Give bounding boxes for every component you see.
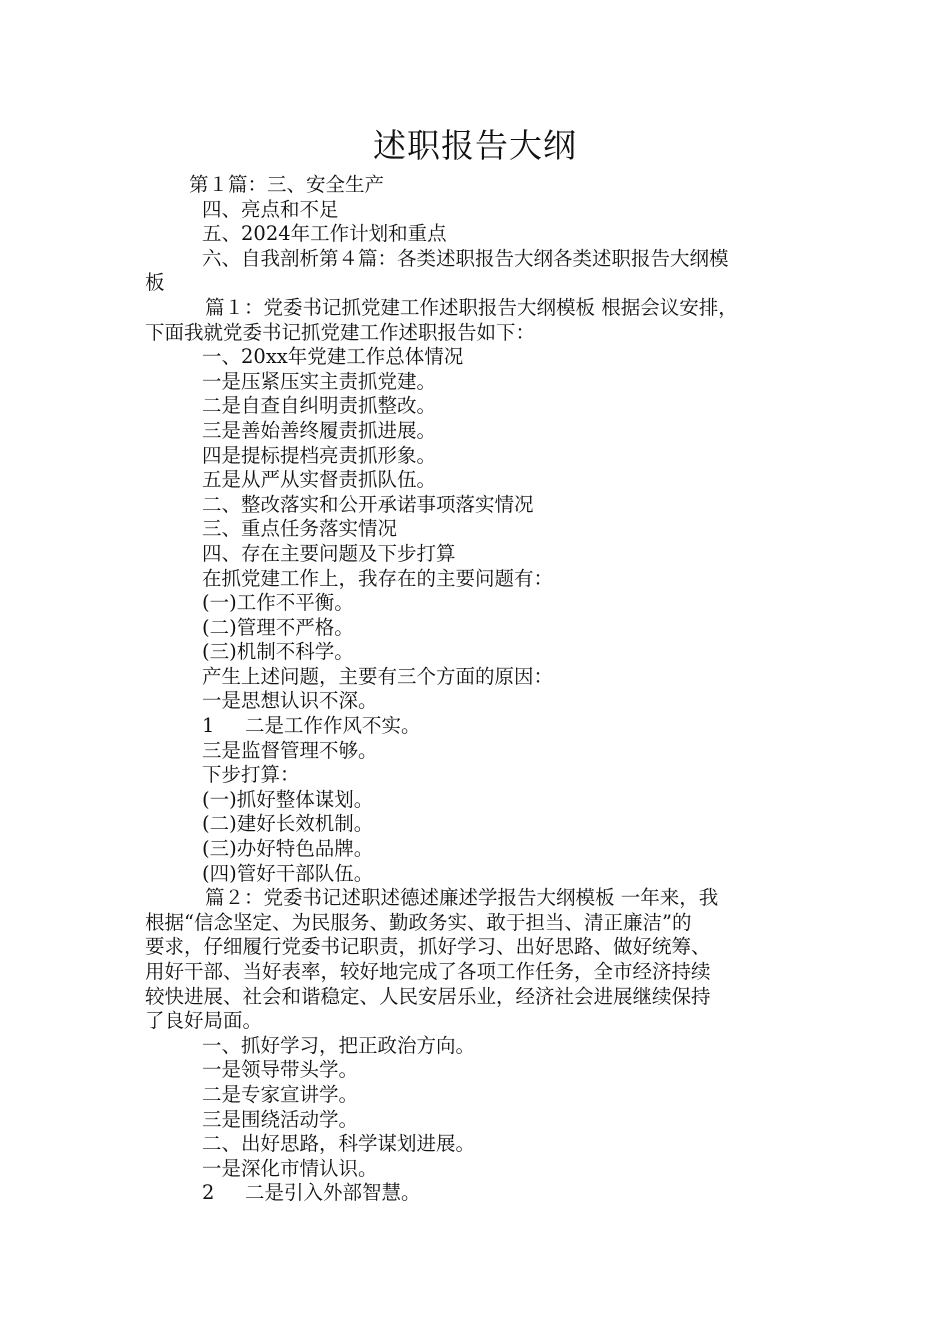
text-line: 四是提标提档亮责抓形象。 <box>202 443 437 467</box>
text-line: 根据“信念坚定、为民服务、勤政务实、敢于担当、清正廉洁”的 <box>145 910 692 934</box>
text-line: 一、抓好学习，把正政治方向。 <box>202 1033 476 1057</box>
text-line: 用好干部、当好表率，较好地完成了各项工作任务，全市经济持续 <box>145 960 711 983</box>
text-line: 五、2024年工作计划和重点 <box>202 222 447 246</box>
document-title: 述职报告大纲 <box>373 126 577 165</box>
text-line: (二)管理不严格。 <box>202 615 354 639</box>
text-line: (二)建好长效机制。 <box>202 812 374 836</box>
text-line: 四、亮点和不足 <box>202 197 339 221</box>
text-line <box>145 714 825 739</box>
text-line: 四、存在主要问题及下步打算 <box>202 541 456 565</box>
text-line: 三是监督管理不够。 <box>202 738 378 762</box>
text-line: 一、20xx年党建工作总体情况 <box>202 345 464 369</box>
text-line: 三是围绕活动学。 <box>202 1107 359 1131</box>
text-line: (四)管好干部队伍。 <box>202 861 374 885</box>
text-line: 在抓党建工作上，我存在的主要问题有： <box>202 566 554 590</box>
page-number: 2 <box>202 1181 215 1205</box>
text-line: 一是思想认识不深。 <box>202 689 378 713</box>
text-line: (一)抓好整体谋划。 <box>202 787 374 811</box>
text-line: 篇２：党委书记述职述德述廉述学报告大纲模板 一年来，我 <box>205 886 719 910</box>
text-line: 二、整改落实和公开承诺事项落实情况 <box>202 492 534 516</box>
text-line: 了良好局面。 <box>145 1009 263 1033</box>
text-line: 六、自我剖析第４篇：各类述职报告大纲各类述职报告大纲模 <box>202 246 729 270</box>
text-line: 要求，仔细履行党委书记职责，抓好学习、出好思路、做好统筹、 <box>145 935 711 959</box>
text-line: 五是从严从实督责抓队伍。 <box>202 468 437 492</box>
text-line: 篇１：党委书记抓党建工作述职报告大纲模板 根据会议安排， <box>205 295 738 319</box>
text-line: (三)机制不科学。 <box>202 640 354 664</box>
text-line: 三是善始善终履责抓进展。 <box>202 418 437 442</box>
text-line-content: 二是引入外部智慧。 <box>245 1181 421 1205</box>
text-line-content: 二是工作作风不实。 <box>245 714 421 738</box>
text-line: 第１篇：三、安全生产 <box>189 173 385 196</box>
text-line: 下面我就党委书记抓党建工作述职报告如下： <box>145 320 536 344</box>
text-line: 二、出好思路，科学谋划进展。 <box>202 1132 476 1156</box>
text-line: (三)办好特色品牌。 <box>202 837 374 861</box>
text-line: 一是深化市情认识。 <box>202 1156 378 1180</box>
text-line: 一是压紧压实主责抓党建。 <box>202 369 437 393</box>
text-line: 较快进展、社会和谐稳定、人民安居乐业，经济社会进展继续保持 <box>145 984 711 1008</box>
text-line: 产生上述问题，主要有三个方面的原因： <box>202 664 554 688</box>
page-number: 1 <box>202 714 215 738</box>
text-line: (一)工作不平衡。 <box>202 591 354 615</box>
document-body <box>145 173 825 1206</box>
text-line: 板 <box>145 271 165 295</box>
text-line: 三、重点任务落实情况 <box>202 517 398 541</box>
text-line <box>145 1181 825 1206</box>
text-line: 一是领导带头学。 <box>202 1058 359 1082</box>
text-line: 二是专家宣讲学。 <box>202 1082 359 1106</box>
text-line: 下步打算： <box>202 763 300 787</box>
text-line: 二是自查自纠明责抓整改。 <box>202 394 437 418</box>
